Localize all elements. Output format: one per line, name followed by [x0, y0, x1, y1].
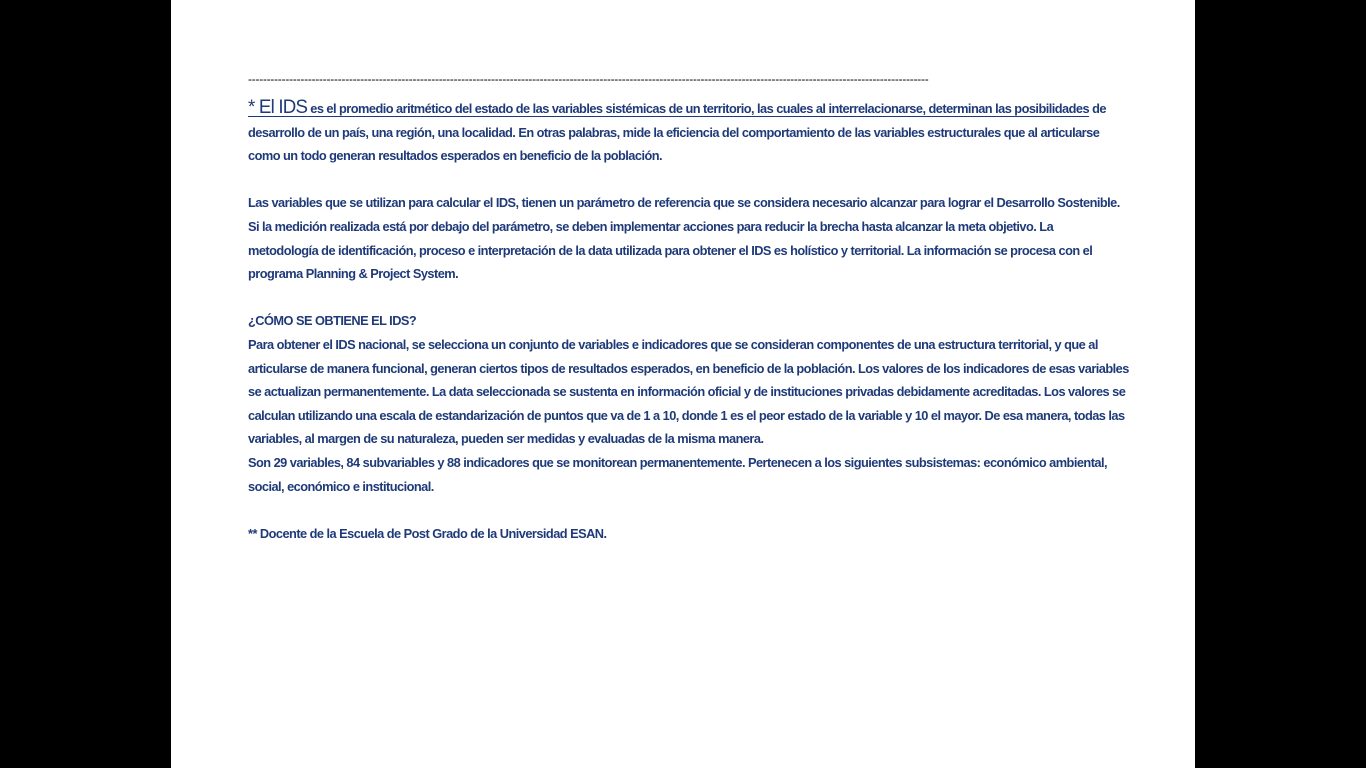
variables-line: metodología de identificación, proceso e interpretación de la data utilizada para obtener el IDS es holístico y territorial. La información se procesa con el — [248, 242, 1093, 258]
ids-definition-line-3: como un todo generan resultados esperados en beneficio de la población. — [248, 148, 663, 164]
como-line: se actualizan permanentemente. La data seleccionada se sustenta en información oficial y de instituciones privadas debidamente acreditadas. Los valores se — [248, 384, 1126, 400]
como-line: social, económico e institucional. — [248, 478, 434, 494]
como-line: articularse de manera funcional, generan ciertos tipos de resultados esperados, en beneficio de la población. Los valores de los indicadores de esas variables — [248, 360, 1129, 376]
ids-definition-tail: de — [1089, 101, 1106, 116]
ids-definition-paragraph — [248, 96, 1144, 168]
footnote-text: ** Docente de la Escuela de Post Grado de la Universidad ESAN. — [248, 525, 607, 541]
como-line: Para obtener el IDS nacional, se selecciona un conjunto de variables e indicadores que se consideran componentes de una estructura territorial, y que al — [248, 336, 1098, 352]
footnote — [248, 522, 1144, 546]
ids-definition-line-2: desarrollo de un país, una región, una localidad. En otras palabras, mide la eficiencia del comportamiento de las variables estructurales que al articularse — [248, 124, 1100, 140]
como-line: calculan utilizando una escala de estandarización de puntos que va de 1 a 10, donde 1 es el peor estado de la variable y 10 el mayor. De esa manera, todas las — [248, 407, 1125, 423]
page-content — [248, 68, 1144, 545]
ids-definition-underlined: es el promedio aritmético del estado de las variables sistémicas de un territorio, las cuales al interrelacionarse, determinan las posibilidades — [307, 101, 1090, 116]
como-line: variables, al margen de su naturaleza, pueden ser medidas y evaluadas de la misma manera. — [248, 431, 764, 447]
como-section — [248, 309, 1144, 498]
como-heading: ¿CÓMO SE OBTIENE EL IDS? — [248, 313, 417, 329]
variables-line: Las variables que se utilizan para calcular el IDS, tienen un parámetro de referencia que se considera necesario alcanzar para lograr el Desarrollo Sostenible. — [248, 195, 1120, 211]
variables-line: Si la medición realizada está por debajo del parámetro, se deben implementar acciones para reducir la brecha hasta alcanzar la meta objetivo. La — [248, 218, 1054, 234]
variables-line: programa Planning & Project System. — [248, 266, 459, 282]
separator-line: -------------------------------------------------------------------------------------------------------------------------------------------------------------------------------------- — [248, 72, 929, 86]
document-page — [171, 0, 1195, 768]
ids-lead-text: * El IDS — [248, 97, 308, 118]
variables-paragraph — [248, 191, 1144, 285]
ids-definition-line-1 — [248, 96, 1144, 121]
como-line: Son 29 variables, 84 subvariables y 88 indicadores que se monitorean permanentemente. Pertenecen a los siguientes subsistemas: económico ambiental, — [248, 454, 1108, 470]
